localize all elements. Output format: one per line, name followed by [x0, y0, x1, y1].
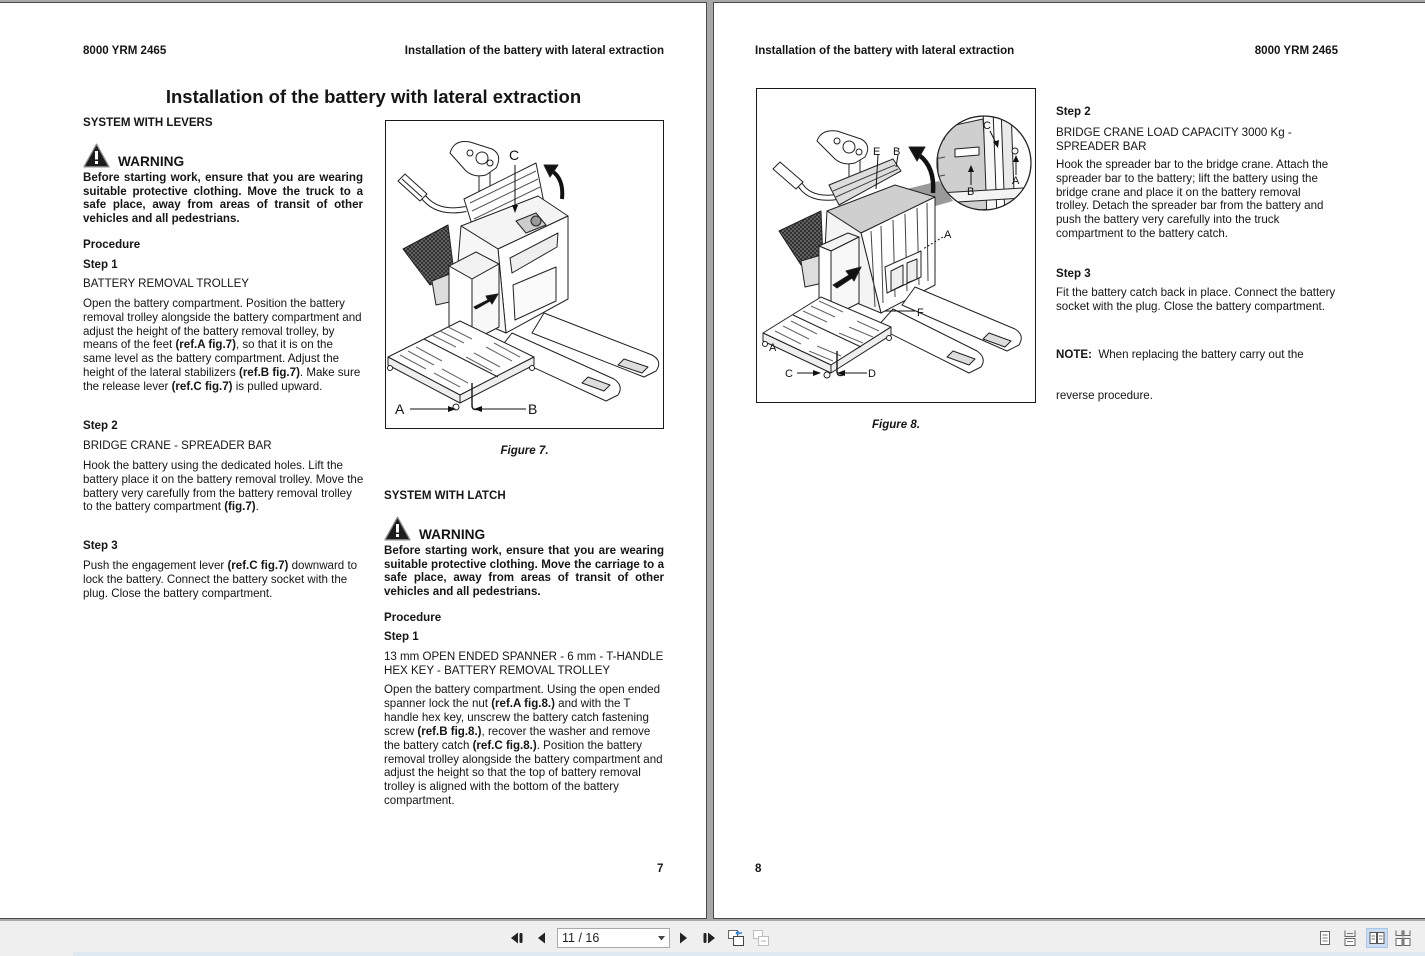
warning-text — [83, 172, 363, 227]
document-number-header: 8000 YRM 2465 — [83, 45, 167, 57]
tools-line: SPREADER BAR — [1056, 141, 1147, 153]
view-facing-button[interactable] — [1366, 928, 1388, 948]
view-continuous-button[interactable] — [1339, 928, 1361, 948]
tools-line: HEX KEY - BATTERY REMOVAL TROLLEY — [384, 664, 611, 677]
callout-label-b: B — [893, 146, 901, 158]
text-line: battery place it on the battery removal trolley. Move the — [83, 473, 364, 486]
warning-line: Before starting work, ensure that you are wearing — [83, 172, 363, 184]
previous-page-button[interactable] — [530, 928, 552, 948]
text-line: reverse procedure. — [1056, 389, 1153, 402]
note-label: NOTE: — [1056, 348, 1092, 361]
figure-reference: (fig.7) — [224, 501, 256, 514]
figure-reference: (ref.A fig.7) — [175, 339, 236, 352]
warning-line: safe place, away from areas of transit of other — [384, 572, 664, 585]
previous-page-icon — [535, 931, 547, 945]
tools-line: BRIDGE CRANE LOAD CAPACITY 3000 Kg - — [1056, 127, 1292, 139]
warning-icon — [83, 143, 110, 168]
figure-8 — [756, 88, 1036, 403]
figure-reference: (ref.C fig.8.) — [472, 739, 537, 752]
text-line — [384, 726, 663, 740]
callout-label-b: B — [528, 401, 538, 417]
first-page-icon — [510, 931, 524, 945]
next-view-icon — [752, 929, 770, 947]
warning-line: Before starting work, ensure that you are wearing — [384, 545, 664, 557]
warning-line: safe place, away from areas of transit of other — [83, 199, 363, 212]
first-page-button[interactable] — [506, 928, 528, 948]
step-tools: BATTERY REMOVAL TROLLEY — [83, 278, 249, 290]
step-label: Step 3 — [1056, 268, 1091, 280]
callout-label-c: C — [509, 147, 520, 163]
text-segment: spanner lock the nut — [384, 697, 492, 710]
warning-line: vehicles and all pedestrians. — [384, 586, 541, 599]
section-heading-levers: SYSTEM WITH LEVERS — [83, 117, 213, 129]
step-tools — [1056, 126, 1292, 154]
step-tools: BRIDGE CRANE - SPREADER BAR — [83, 440, 272, 452]
text-line: lock the battery. Connect the battery socket with the — [83, 573, 348, 586]
text-line: removal trolley alongside the battery compartment and — [83, 311, 362, 324]
procedure-label: Procedure — [384, 612, 442, 624]
inset-label-c: C — [983, 120, 991, 132]
document-number-header: 8000 YRM 2465 — [1254, 45, 1338, 57]
text-line: compartment to the battery catch. — [1056, 227, 1229, 240]
text-segment: means of the feet — [83, 339, 176, 352]
figure-7-caption: Figure 7. — [500, 445, 549, 457]
text-line — [83, 339, 362, 353]
text-line: battery very carefully from the battery removal trolley — [83, 487, 352, 500]
procedure-label: Procedure — [83, 239, 141, 251]
text-segment: downward to — [288, 560, 358, 572]
inset-label-b: B — [967, 186, 975, 198]
last-page-icon — [702, 931, 716, 945]
text-line: compartment. — [384, 795, 455, 808]
section-heading-latch: SYSTEM WITH LATCH — [384, 490, 506, 502]
section-header: Installation of the battery with lateral extraction — [755, 45, 1015, 57]
text-line: plug. Close the battery compartment. — [83, 587, 273, 600]
warning-line: suitable protective clothing. Move the truck to a — [83, 185, 363, 198]
warning-label: WARNING — [118, 154, 185, 169]
text-line: trolley is aligned with the bottom of the battery — [384, 781, 619, 794]
step-text — [1056, 159, 1328, 242]
page-number: 8 — [755, 863, 762, 875]
text-line: handle hex key, unscrew the battery catch fastening — [384, 711, 649, 724]
callout-label-d: D — [868, 368, 876, 380]
warning-line: suitable protective clothing. Move the carriage to a — [384, 558, 664, 571]
text-segment: , recover the washer and remove — [481, 725, 651, 738]
step-text — [83, 460, 363, 515]
pallet-truck-illustration — [757, 89, 1035, 402]
text-segment: . Position the battery — [536, 739, 642, 752]
tools-line: 13 mm OPEN ENDED SPANNER - 6 mm - T-HANDLE — [384, 651, 664, 663]
figure-7 — [385, 120, 664, 429]
text-line: removal trolley alongside the battery compartment and — [384, 753, 663, 766]
note — [1056, 321, 1304, 431]
text-segment: height of the lateral stabilizers — [83, 366, 239, 379]
window-bottom-edge — [73, 952, 1425, 956]
previous-view-icon — [727, 929, 745, 947]
text-segment: , so that it is on the — [235, 339, 333, 352]
step-text — [83, 298, 362, 395]
view-single-page-button[interactable] — [1314, 928, 1336, 948]
pdf-page-7 — [0, 2, 707, 919]
text-line: Fit the battery catch back in place. Connect the battery — [1056, 287, 1336, 299]
step-tools — [384, 651, 663, 679]
text-segment: to the battery compartment — [83, 501, 225, 514]
text-segment: When replacing the battery carry out the — [1091, 348, 1304, 361]
text-line: Open the battery compartment. Using the open ended — [384, 684, 661, 696]
next-page-button[interactable] — [673, 928, 695, 948]
step-text — [83, 560, 357, 601]
step-text — [384, 684, 663, 809]
viewer-toolbar — [0, 921, 1425, 956]
inset-label-a: A — [1012, 175, 1020, 187]
text-line — [384, 740, 663, 754]
previous-view-button[interactable] — [725, 928, 747, 948]
text-line — [1056, 349, 1304, 363]
step-label: Step 1 — [384, 631, 419, 643]
page-title: Installation of the battery with lateral extraction — [165, 86, 582, 107]
chevron-down-icon — [658, 936, 665, 941]
text-line: spreader bar to the battery; lift the battery using the — [1056, 172, 1318, 185]
step-text — [1056, 287, 1335, 315]
single-page-icon — [1319, 930, 1331, 946]
text-line: Hook the battery using the dedicated holes. Lift the — [83, 460, 343, 472]
text-line: push the battery very carefully into the truck — [1056, 214, 1280, 227]
text-line: Hook the spreader bar to the bridge crane. Attach the — [1056, 159, 1329, 171]
step-label: Step 1 — [83, 259, 118, 271]
warning-line: vehicles and all pedestrians. — [83, 213, 240, 226]
callout-label-c: C — [785, 368, 793, 380]
last-page-button[interactable] — [698, 928, 720, 948]
text-line: adjust the height so that the top of battery removal — [384, 767, 641, 780]
text-segment: Push the engagement lever — [83, 560, 228, 572]
figure-reference: (ref.B fig.7) — [238, 366, 300, 379]
pdf-page-8 — [713, 2, 1425, 919]
page-number: 7 — [657, 863, 664, 875]
figure-reference: (ref.B fig.8.) — [417, 725, 482, 738]
text-segment: screw — [384, 725, 418, 738]
text-segment: is pulled upward. — [232, 380, 323, 393]
warning-text — [384, 545, 664, 600]
figure-reference: (ref.C fig.7) — [227, 560, 289, 572]
figure-reference: (ref.C fig.7) — [171, 380, 233, 393]
text-line: trolley. Detach the spreader bar from the battery and — [1056, 200, 1324, 213]
text-line — [83, 560, 357, 574]
pallet-truck-illustration — [386, 121, 663, 428]
next-page-icon — [678, 931, 690, 945]
text-segment: the battery catch — [384, 739, 473, 752]
text-line: Open the battery compartment. Position the battery — [83, 298, 345, 310]
page-number-field[interactable] — [557, 928, 670, 948]
page-dropdown-button[interactable] — [655, 929, 667, 947]
callout-label-e: E — [873, 146, 881, 158]
text-line: socket with the plug. Close the battery compartment. — [1056, 300, 1325, 313]
text-segment: . — [255, 501, 259, 514]
text-line — [83, 381, 362, 395]
callout-label-a-right: A — [944, 229, 952, 241]
figure-8-caption: Figure 8. — [871, 419, 921, 431]
warning-label: WARNING — [419, 527, 486, 542]
text-segment: the release lever — [83, 380, 172, 393]
warning-icon — [384, 516, 411, 541]
text-line — [83, 501, 363, 515]
continuous-page-icon — [1343, 930, 1357, 946]
step-label: Step 2 — [1056, 106, 1091, 118]
arrowhead — [813, 370, 821, 376]
truck-drawing — [388, 141, 659, 410]
callout-label-f: F — [917, 307, 924, 319]
next-view-button[interactable] — [750, 928, 772, 948]
text-segment: . Make sure — [299, 366, 361, 379]
facing-pages-icon — [1369, 931, 1385, 945]
text-line — [384, 698, 663, 712]
arrowhead — [474, 406, 482, 412]
text-line: bridge crane and place it on the battery removal — [1056, 186, 1301, 199]
view-continuous-facing-button[interactable] — [1392, 928, 1414, 948]
text-line — [83, 367, 362, 381]
step-label: Step 3 — [83, 540, 118, 552]
callout-label-a-left: A — [769, 342, 777, 354]
continuous-facing-icon — [1395, 930, 1411, 946]
callout-label-a: A — [395, 401, 405, 417]
section-header: Installation of the battery with lateral extraction — [404, 45, 664, 57]
figure-reference: (ref.A fig.8.) — [491, 697, 555, 710]
text-line: adjust the height of the battery removal trolley, by — [83, 325, 335, 338]
text-segment: and with the T — [554, 697, 631, 710]
page-number-input[interactable] — [558, 929, 657, 947]
step-label: Step 2 — [83, 420, 118, 432]
text-line: same level as the battery compartment. Adjust the — [83, 353, 340, 366]
